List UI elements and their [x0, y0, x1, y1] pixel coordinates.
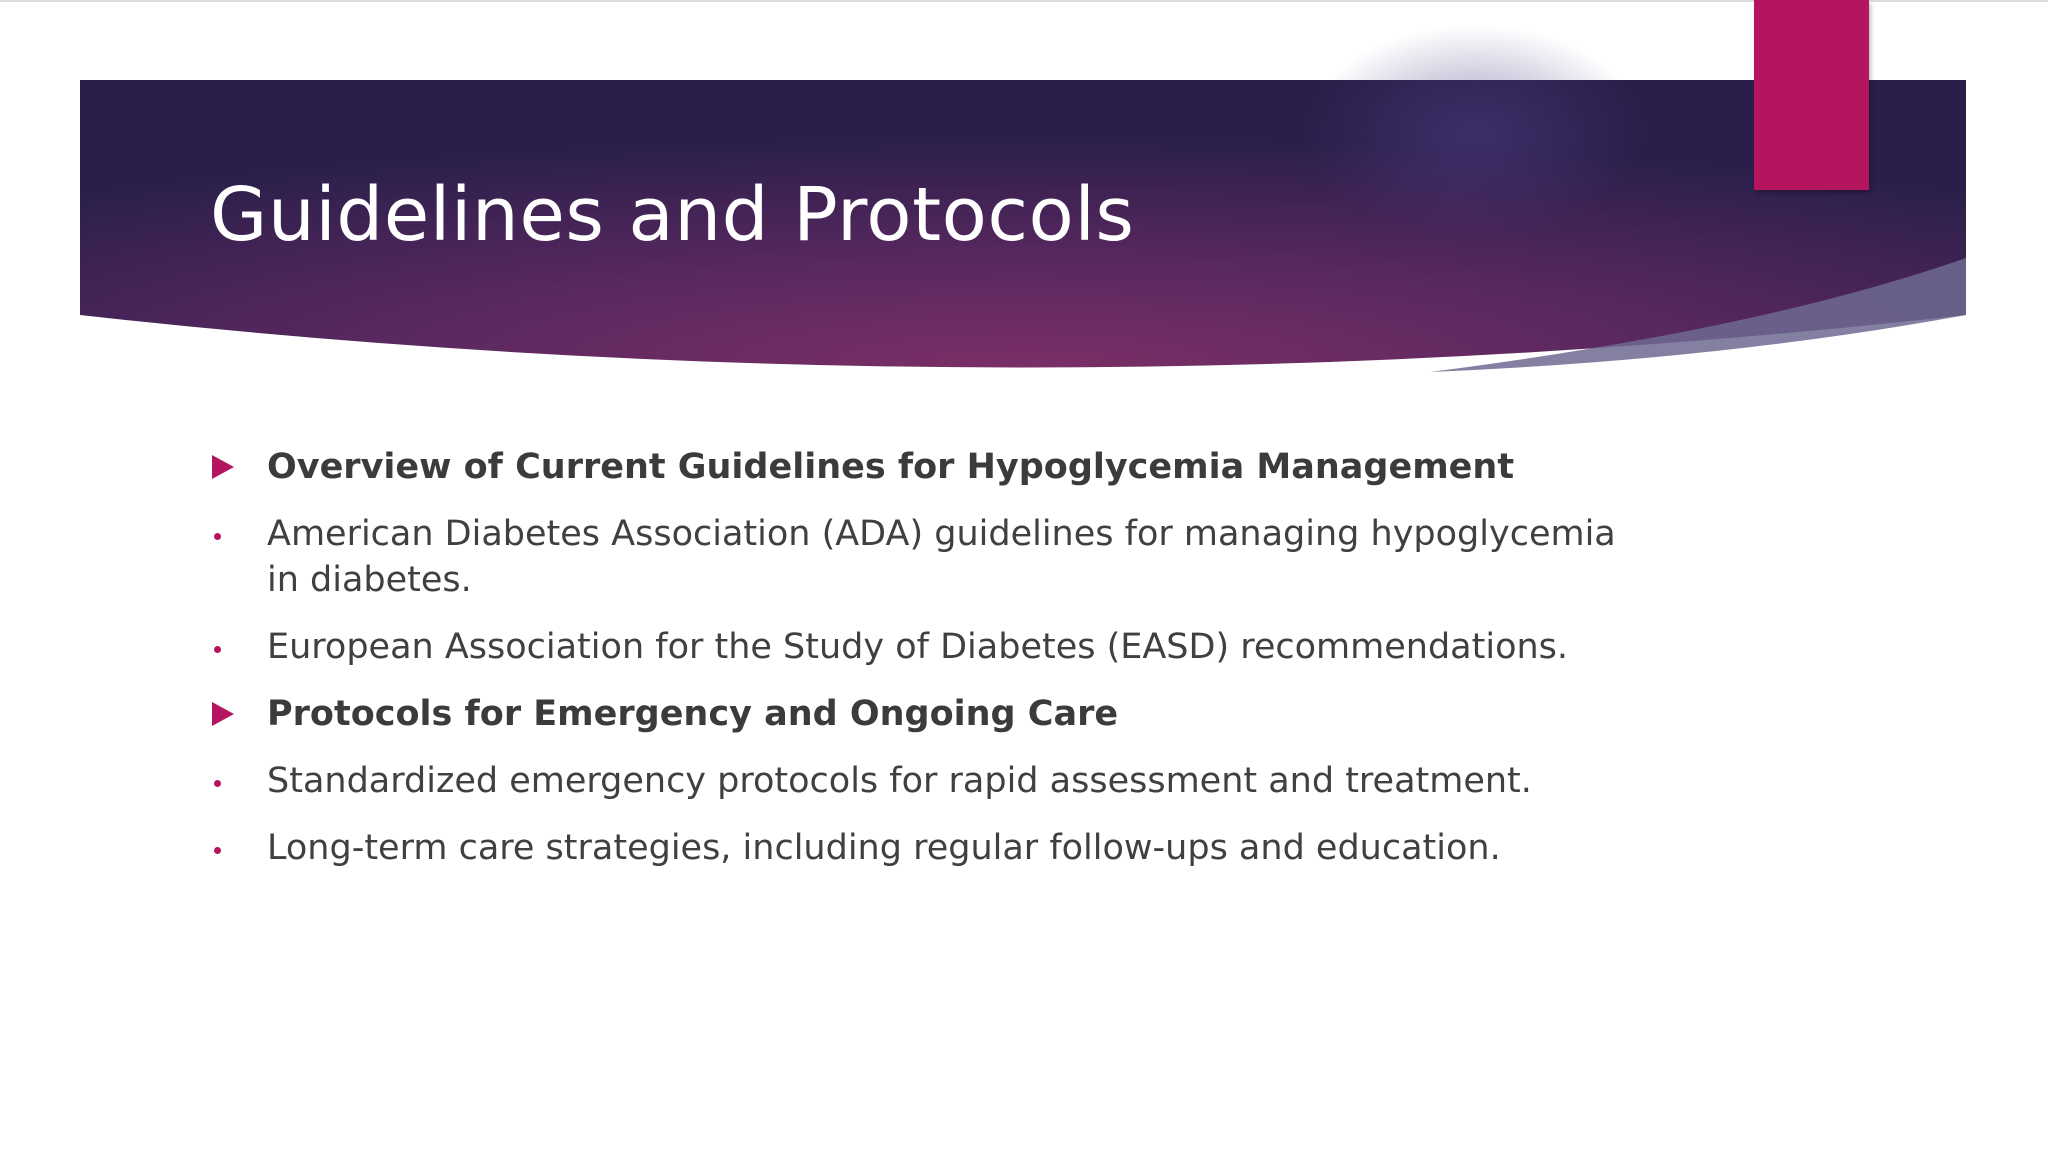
slide-title: Guidelines and Protocols — [210, 172, 1135, 258]
list-item — [210, 511, 1640, 603]
banner-glow — [1305, 25, 1645, 245]
dot-bullet-icon — [210, 825, 221, 871]
list-item-text: Long-term care strategies, including regular follow-ups and education. — [267, 828, 1501, 868]
list-item — [210, 825, 1640, 871]
list-item-text: Protocols for Emergency and Ongoing Care — [267, 694, 1119, 734]
list-item-text: European Association for the Study of Diabetes (EASD) recommendations. — [267, 627, 1569, 667]
triangle-bullet-icon — [210, 691, 234, 737]
dot-bullet-icon — [210, 511, 221, 557]
list-item-text: American Diabetes Association (ADA) guidelines for managing hypoglycemia in diabetes. — [267, 514, 1616, 600]
list-item-text: Standardized emergency protocols for rapid assessment and treatment. — [267, 761, 1532, 801]
list-item-text: Overview of Current Guidelines for Hypoglycemia Management — [267, 447, 1515, 487]
triangle-bullet-icon — [210, 444, 234, 490]
accent-tab — [1754, 0, 1869, 190]
dot-bullet-icon — [210, 758, 221, 804]
list-item — [210, 691, 1640, 737]
dot-bullet-icon — [210, 624, 221, 670]
bullet-list — [210, 444, 1640, 892]
list-item — [210, 758, 1640, 804]
list-item — [210, 624, 1640, 670]
list-item — [210, 444, 1640, 490]
